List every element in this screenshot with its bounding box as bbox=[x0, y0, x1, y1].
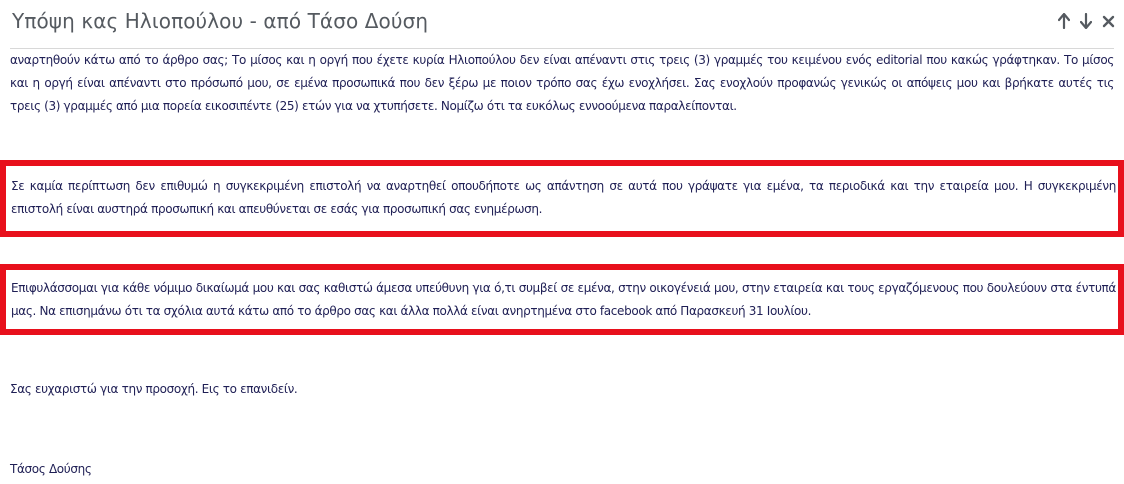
message-paragraph: αναρτηθούν κάτω από το άρθρο σας; Το μίσος και η οργή που έχετε κυρία Ηλιοπούλου δεν είναι απέναντι στις τρεις (3) γραμμές του κειμένου ενός editorial που κακώς γράφτηκαν. Το μίσος και η οργή είναι απέναντι στο πρόσωπό μου, σε εμένα προσωπικά που δεν ξέρω με ποιον τρόπο σας έχω ενοχλήσει. Σας ενοχλούν προφανώς γενικώς οι απόψεις μου και βρήκατε αυτές τις τρεις (3) γραμμές από μια πορεία εικοσιπέντε (25) ετών για να χτυπήσετε. Νομίζω ότι τα ευκόλως εννοούμενα παραλείπονται. bbox=[10, 53, 1114, 113]
highlight-box bbox=[0, 160, 1124, 237]
highlighted-paragraph: Επιφυλάσσομαι για κάθε νόμιμο δικαίωμά μου και σας καθιστώ άμεσα υπεύθυνη για ό,τι συμβεί σε εμένα, στην οικογένειά μου, στην εταιρεία και τους εργαζόμενους που δουλεύουν στα έντυπά μας. Να επισημάνω ότι τα σχόλια αυτά κάτω από το άρθρο σας και άλλα πολλά είναι ανηρτημένα στο facebook από Παρασκευή 31 Ιουλίου. bbox=[11, 281, 1116, 318]
message-subject: Υπόψη κας Ηλιοπούλου - από Τάσο Δούση bbox=[12, 9, 429, 33]
arrow-down-icon[interactable] bbox=[1078, 12, 1094, 30]
title-controls bbox=[1056, 12, 1116, 30]
title-bar bbox=[0, 0, 1124, 46]
highlighted-paragraph: Σε καμία περίπτωση δεν επιθυμώ η συγκεκριμένη επιστολή να αναρτηθεί οπουδήποτε ως απάντηση σε αυτά που γράψατε για εμένα, τα περιοδικά και την εταιρεία μου. Η συγκεκριμένη επιστολή είναι αυστηρά προσωπική και απευθύνεται σε εσάς για προσωπική σας ενημέρωση. bbox=[11, 179, 1116, 216]
closing-line: Σας ευχαριστώ για την προσοχή. Εις το επανιδείν. bbox=[10, 382, 298, 396]
signature: Τάσος Δούσης bbox=[10, 462, 92, 476]
close-icon[interactable] bbox=[1100, 12, 1116, 30]
arrow-up-icon[interactable] bbox=[1056, 12, 1072, 30]
highlight-box bbox=[0, 264, 1124, 335]
